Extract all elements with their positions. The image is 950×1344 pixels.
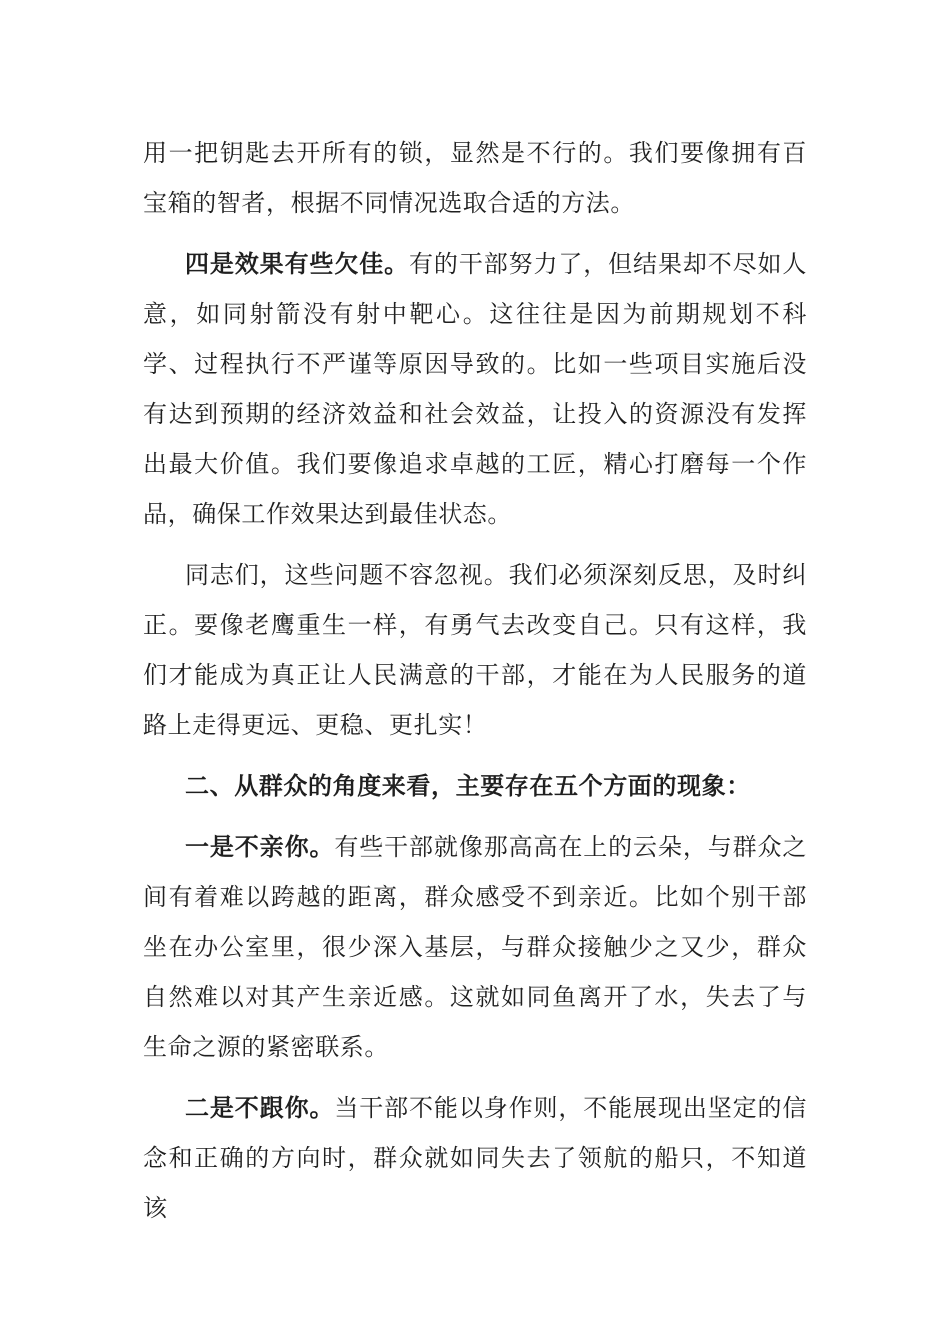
paragraph-continuation xyxy=(143,128,807,228)
paragraph-text: 有些干部就像那高高在上的云朵，与群众之间有着难以跨越的距离，群众感受不到亲近。比如个别干部坐在办公室里，很少深入基层，与群众接触少之又少，群众自然难以对其产生亲近感。这就如同鱼离开了水，失去了与生命之源的紧密联系。 xyxy=(143,833,807,1061)
paragraph-text: 同志们，这些问题不容忽视。我们必须深刻反思，及时纠正。要像老鹰重生一样，有勇气去改变自己。只有这样，我们才能成为真正让人民满意的干部，才能在为人民服务的道路上走得更远、更稳、更扎实！ xyxy=(143,561,807,739)
paragraph-text: 有的干部努力了，但结果却不尽如人意，如同射箭没有射中靶心。这往往是因为前期规划不科学、过程执行不严谨等原因导致的。比如一些项目实施后没有达到预期的经济效益和社会效益，让投入的资源没有发挥出最大价值。我们要像追求卓越的工匠，精心打磨每一个作品，确保工作效果达到最佳状态。 xyxy=(143,250,807,528)
paragraph-point-four xyxy=(143,239,807,539)
paragraph-point-two xyxy=(143,1083,807,1233)
paragraph-text: 当干部不能以身作则，不能展现出坚定的信念和正确的方向时，群众就如同失去了领航的船只，不知道该 xyxy=(143,1094,807,1222)
paragraph-text: 用一把钥匙去开所有的锁，显然是不行的。我们要像拥有百宝箱的智者，根据不同情况选取合适的方法。 xyxy=(143,139,807,217)
paragraph-lead: 一是不亲你。 xyxy=(185,833,335,861)
paragraph-lead: 四是效果有些欠佳。 xyxy=(185,250,410,278)
paragraph-lead: 二是不跟你。 xyxy=(185,1094,335,1122)
paragraph-point-one xyxy=(143,822,807,1072)
section-heading: 二、从群众的角度来看，主要存在五个方面的现象： xyxy=(185,772,751,800)
document-body xyxy=(143,128,807,1244)
paragraph-comrades xyxy=(143,550,807,750)
